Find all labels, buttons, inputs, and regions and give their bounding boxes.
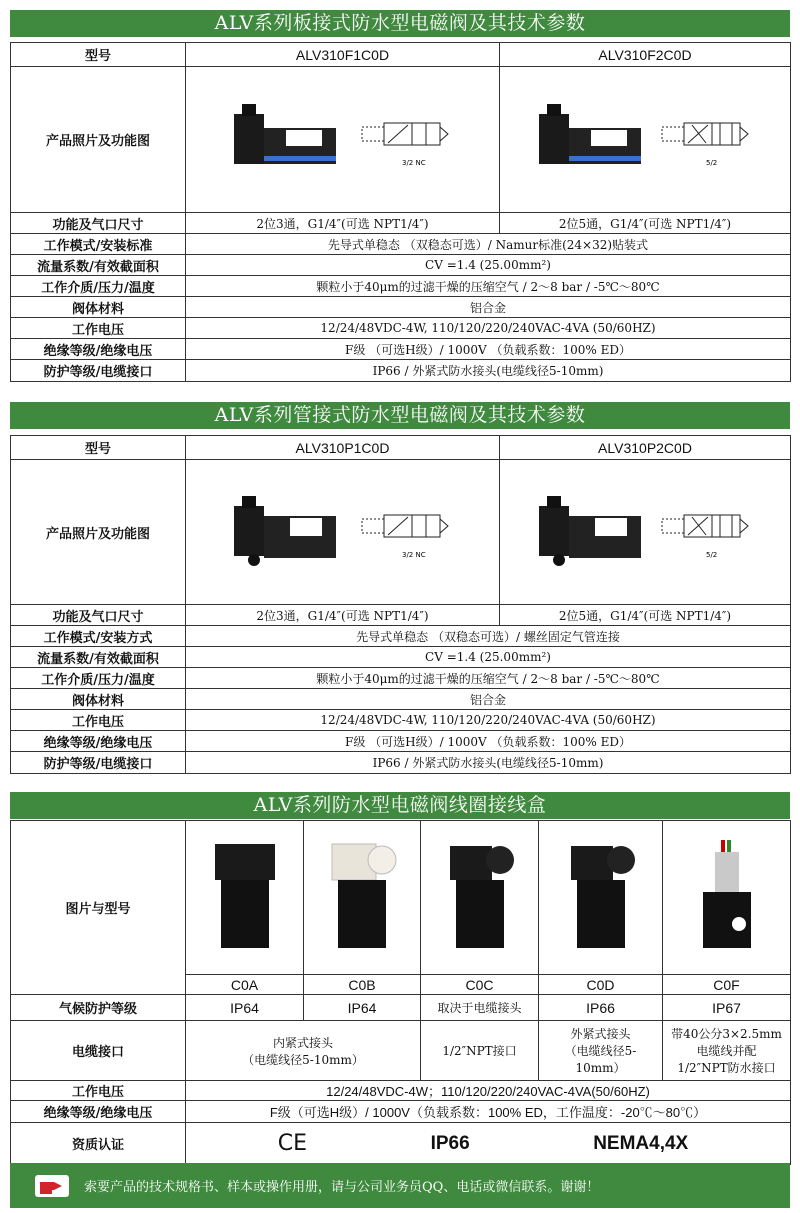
- valve-photo: [529, 100, 644, 180]
- pneumatic-symbol: [352, 105, 462, 175]
- footer-banner: [10, 1163, 790, 1208]
- valve-photo: [529, 492, 644, 572]
- spec-table-panel: [10, 42, 791, 382]
- valve-photo: [224, 492, 344, 572]
- row-value: 先导式单稳态 （双稳态可选）/ 螺丝固定气管连接: [186, 626, 791, 647]
- row-label: 功能及气口尺寸: [11, 213, 186, 234]
- row-label: 工作介质/压力/温度: [11, 276, 186, 297]
- row-label: 工作模式/安装方式: [11, 626, 186, 647]
- product-photo-cell: [186, 67, 500, 213]
- coil-photo-cell: [663, 821, 791, 975]
- product-photo-cell: [500, 67, 791, 213]
- footer-text: 索要产品的技术规格书、样本或操作用册，请与公司业务员QQ、电话或微信联系。谢谢！: [84, 1180, 600, 1195]
- pointing-hand-icon: [34, 1174, 70, 1198]
- row-value: 先导式单稳态 （双稳态可选）/ Namur标准(24×32)贴装式: [186, 234, 791, 255]
- row-label: 图片与型号: [11, 821, 186, 995]
- coil-photo-cell: [539, 821, 663, 975]
- row-label: 防护等级/电缆接口: [11, 752, 186, 774]
- row-label: 电缆接口: [11, 1021, 186, 1081]
- row-value: 颗粒小于40μm的过滤干燥的压缩空气 / 2～8 bar / -5℃～80℃: [186, 668, 791, 689]
- row-value: CV =1.4 (25.00mm²): [186, 647, 791, 668]
- coil-photo-cell: [186, 821, 304, 975]
- row-label: 工作电压: [11, 1081, 186, 1101]
- row-label: 绝缘等级/绝缘电压: [11, 731, 186, 752]
- svg-text:3/2 NC: 3/2 NC: [401, 158, 426, 167]
- coil-photo-cell: [421, 821, 539, 975]
- section-title: ALV系列板接式防水型电磁阀及其技术参数: [10, 10, 790, 37]
- cable-value: 外紧式接头 （电缆线径5- 10mm）: [539, 1021, 663, 1081]
- product-photo-cell: [500, 460, 791, 605]
- row-value: CV =1.4 (25.00mm²): [186, 255, 791, 276]
- coil-model: C0F: [663, 975, 791, 995]
- row-label: 工作介质/压力/温度: [11, 668, 186, 689]
- row-label: 防护等级/电缆接口: [11, 360, 186, 382]
- row-value: 2位3通，G1/4″(可选 NPT1/4″): [186, 605, 500, 626]
- coil-photo-c0f: [687, 836, 767, 956]
- climate-value: IP64: [186, 995, 304, 1021]
- certifications: [186, 1123, 791, 1165]
- coil-photo-c0b: [322, 836, 402, 956]
- row-value: F级 （可选H级）/ 1000V （负载系数：100% ED）: [186, 339, 791, 360]
- model-name: ALV310P2C0D: [500, 436, 791, 460]
- climate-value: 取决于电缆接头: [421, 995, 539, 1021]
- coil-model: C0D: [539, 975, 663, 995]
- row-label: 产品照片及功能图: [11, 67, 186, 213]
- row-value: F级 （可选H级）/ 1000V （负载系数：100% ED）: [186, 731, 791, 752]
- pneumatic-symbol: [652, 497, 762, 567]
- cable-value: 1/2″NPT接口: [421, 1021, 539, 1081]
- row-label: 型号: [11, 43, 186, 67]
- coil-table: [10, 820, 791, 1165]
- row-label: 气候防护等级: [11, 995, 186, 1021]
- row-label: 流量系数/有效截面积: [11, 255, 186, 276]
- row-value: 铝合金: [186, 689, 791, 710]
- row-label: 产品照片及功能图: [11, 460, 186, 605]
- row-label: 绝缘等级/绝缘电压: [11, 339, 186, 360]
- row-value: 2位5通，G1/4″(可选 NPT1/4″): [500, 213, 791, 234]
- spec-table-pipe: [10, 435, 791, 774]
- model-name: ALV310F1C0D: [186, 43, 500, 67]
- row-value: 2位5通，G1/4″(可选 NPT1/4″): [500, 605, 791, 626]
- climate-value: IP64: [304, 995, 421, 1021]
- nema-cert: NEMA4,4X: [593, 1132, 689, 1154]
- row-value: 12/24/48VDC-4W, 110/120/220/240VAC-4VA (50/60HZ): [186, 710, 791, 731]
- section-title: ALV系列防水型电磁阀线圈接线盒: [10, 792, 790, 819]
- row-label: 功能及气口尺寸: [11, 605, 186, 626]
- row-label: 工作模式/安装标准: [11, 234, 186, 255]
- row-value: 颗粒小于40μm的过滤干燥的压缩空气 / 2～8 bar / -5℃～80℃: [186, 276, 791, 297]
- coil-photo-cell: [304, 821, 421, 975]
- model-name: ALV310P1C0D: [186, 436, 500, 460]
- section-title: ALV系列管接式防水型电磁阀及其技术参数: [10, 402, 790, 429]
- row-label: 阀体材料: [11, 689, 186, 710]
- svg-text:5/2: 5/2: [705, 158, 717, 167]
- valve-photo: [224, 100, 344, 180]
- pneumatic-symbol: [652, 105, 762, 175]
- insulation-value: F级（可选H级）/ 1000V（负载系数：100% ED，工作温度：-20℃～80℃）: [186, 1101, 791, 1123]
- cable-value: 带40公分3×2.5mm 电缆线并配 1/2″NPT防水接口: [663, 1021, 791, 1081]
- climate-value: IP66: [539, 995, 663, 1021]
- voltage-value: 12/24/48VDC-4W；110/120/220/240VAC-4VA(50/60HZ): [186, 1081, 791, 1101]
- coil-model: C0C: [421, 975, 539, 995]
- row-value: IP66 / 外紧式防水接头(电缆线径5-10mm): [186, 360, 791, 382]
- row-value: IP66 / 外紧式防水接头(电缆线径5-10mm): [186, 752, 791, 774]
- coil-photo-c0a: [205, 836, 285, 956]
- ce-mark-icon: CE: [277, 1131, 308, 1156]
- coil-photo-c0d: [561, 836, 641, 956]
- model-name: ALV310F2C0D: [500, 43, 791, 67]
- coil-model: C0A: [186, 975, 304, 995]
- row-label: 资质认证: [11, 1123, 186, 1165]
- coil-photo-c0c: [440, 836, 520, 956]
- row-label: 工作电压: [11, 318, 186, 339]
- ip66-cert: IP66: [430, 1132, 470, 1154]
- climate-value: IP67: [663, 995, 791, 1021]
- svg-text:3/2 NC: 3/2 NC: [401, 551, 426, 559]
- product-photo-cell: [186, 460, 500, 605]
- row-value: 12/24/48VDC-4W, 110/120/220/240VAC-4VA (50/60HZ): [186, 318, 791, 339]
- row-value: 铝合金: [186, 297, 791, 318]
- coil-model: C0B: [304, 975, 421, 995]
- row-label: 型号: [11, 436, 186, 460]
- row-value: 2位3通，G1/4″(可选 NPT1/4″): [186, 213, 500, 234]
- cable-value: 内紧式接头 （电缆线径5-10mm）: [186, 1021, 421, 1081]
- svg-text:5/2: 5/2: [705, 551, 717, 559]
- row-label: 绝缘等级/绝缘电压: [11, 1101, 186, 1123]
- row-label: 流量系数/有效截面积: [11, 647, 186, 668]
- row-label: 工作电压: [11, 710, 186, 731]
- row-label: 阀体材料: [11, 297, 186, 318]
- pneumatic-symbol: [352, 497, 462, 567]
